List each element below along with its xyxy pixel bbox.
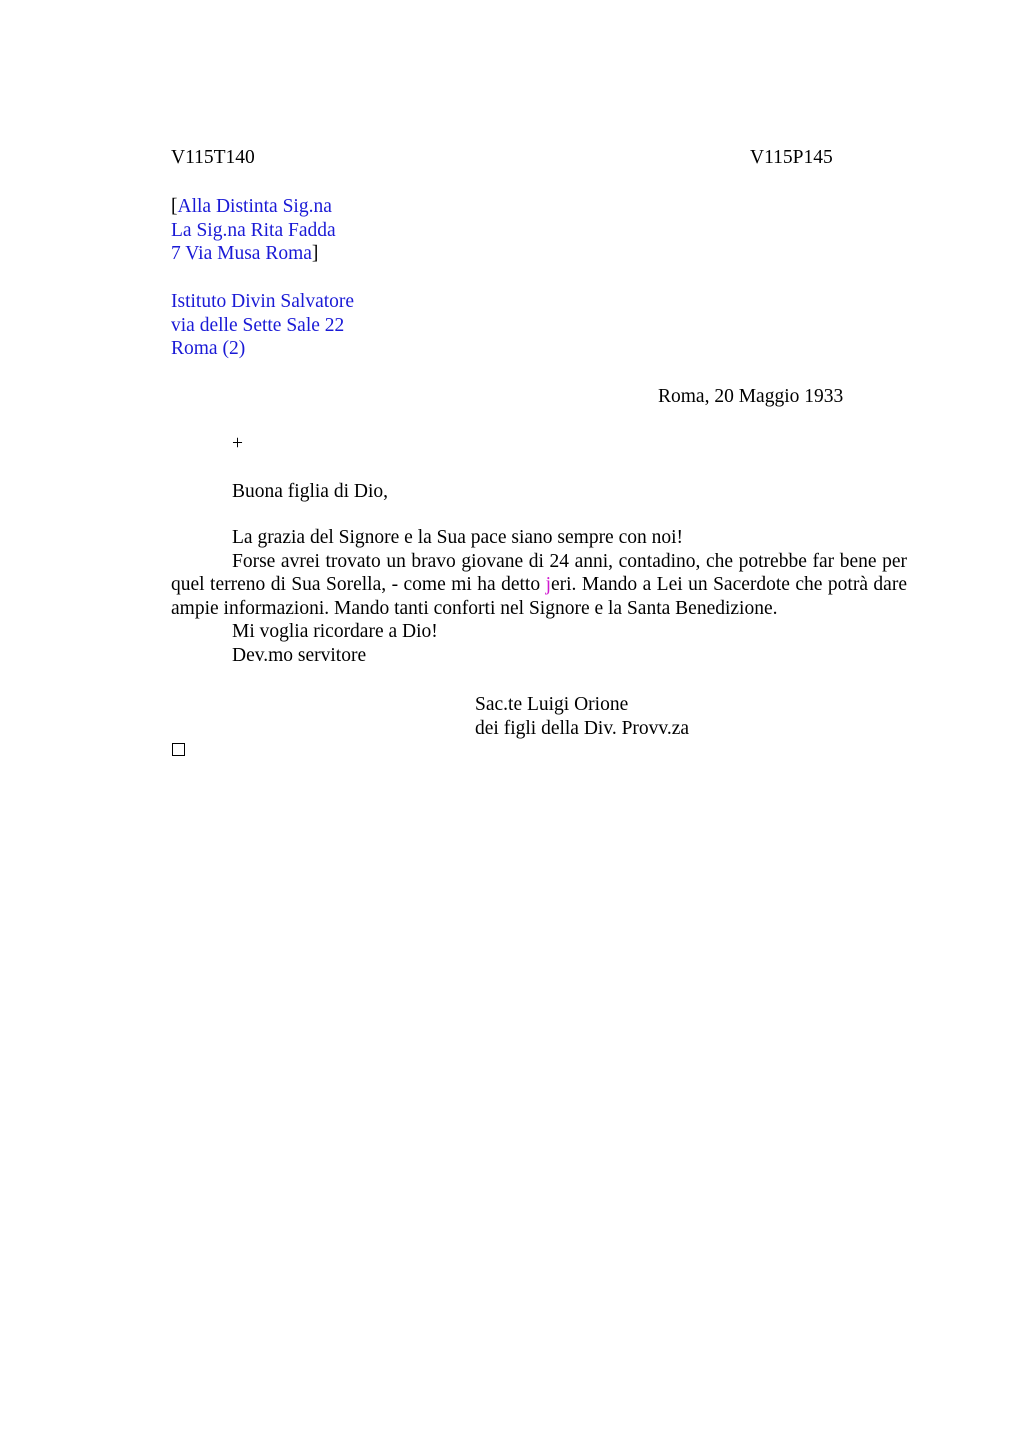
letter-date: Roma, 20 Maggio 1933 (658, 386, 844, 407)
signature-line-1: Sac.te Luigi Orione (475, 694, 629, 715)
recipient-close-bracket: ] (311, 243, 319, 264)
sender-address (171, 290, 354, 361)
document-code-left: V115T140 (171, 147, 255, 168)
recipient-address (171, 195, 336, 266)
body-paragraph-4: Dev.mo servitore (232, 644, 367, 666)
body-highlight-letter: j (545, 574, 551, 595)
body-paragraph-2-end: eri. Mando a Lei un Sacerdote che potrà dare ampie informazioni. Mando tanti conforti nel Signore e la Santa Benedizione. (171, 574, 907, 619)
cross-symbol: + (232, 433, 243, 454)
signature-line-2: dei figli della Div. Provv.za (475, 717, 690, 739)
recipient-line-3: 7 Via Musa Roma (171, 243, 312, 264)
recipient-open-bracket: [ (171, 196, 178, 217)
end-box-icon (172, 743, 185, 756)
salutation: Buona figlia di Dio, (232, 481, 388, 502)
sender-line-1: Istituto Divin Salvatore (171, 291, 355, 312)
body-paragraph-2 (171, 550, 907, 621)
body-paragraph-3: Mi voglia ricordare a Dio! (232, 621, 438, 642)
document-code-right: V115P145 (750, 147, 833, 168)
sender-line-2: via delle Sette Sale 22 (171, 314, 345, 336)
signature-block (475, 693, 689, 740)
sender-line-3: Roma (2) (171, 338, 246, 359)
body-paragraph-1: La grazia del Signore e la Sua pace siano sempre con noi! (232, 527, 684, 548)
body-paragraph-2-start: Forse avrei trovato un bravo giovane di 24 anni, contadino, che potrebbe far bene per quel terreno di Sua Sorella, - come mi ha detto (171, 550, 907, 595)
recipient-line-1: Alla Distinta Sig.na (177, 196, 332, 217)
recipient-line-2: La Sig.na Rita Fadda (171, 219, 336, 241)
letter-body (171, 526, 907, 667)
